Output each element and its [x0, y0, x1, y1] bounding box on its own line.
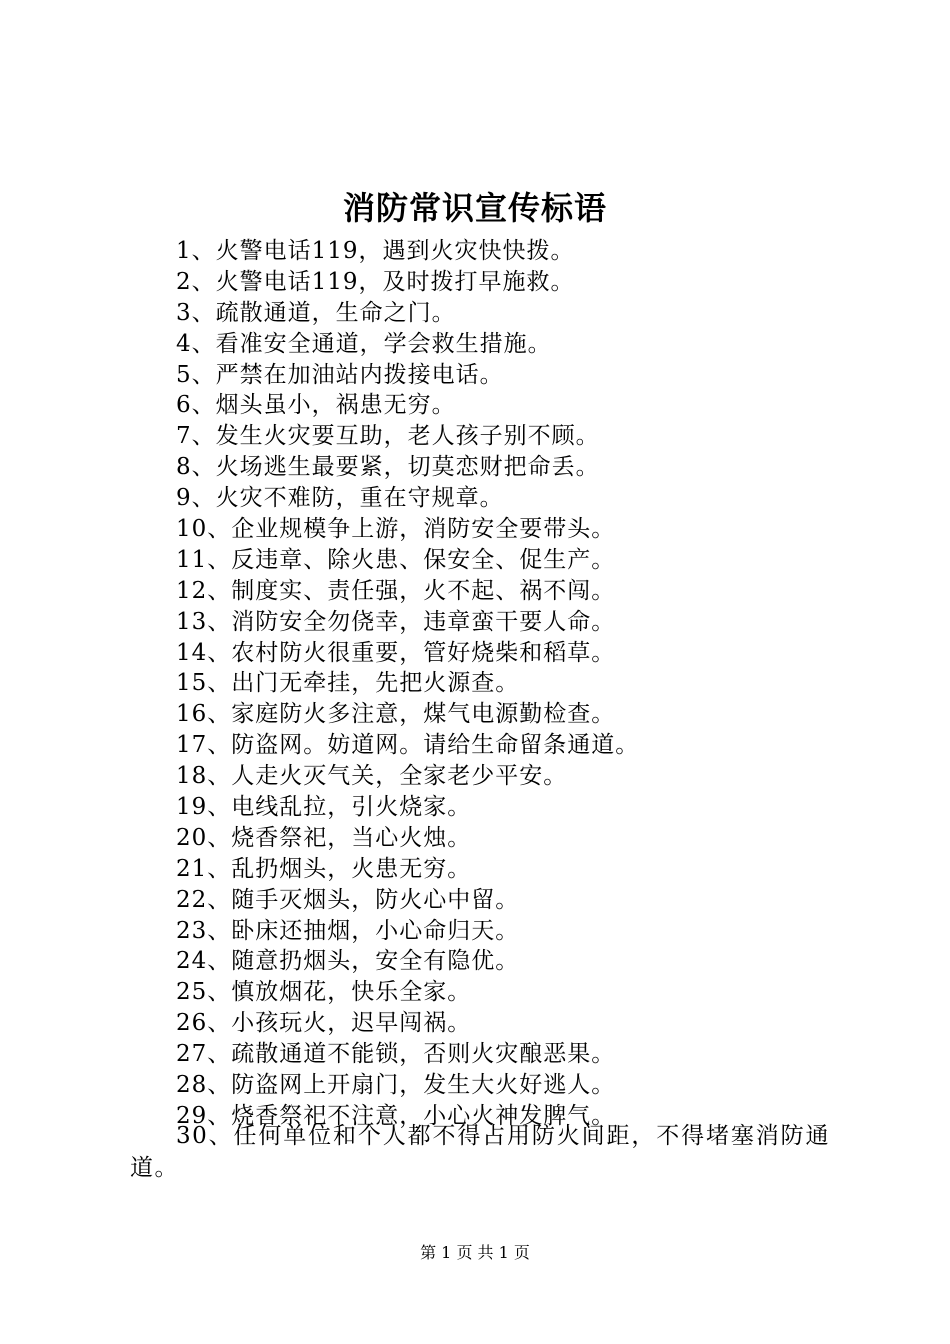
slogan-item-9: 9、火灾不难防，重在守规章。: [176, 485, 504, 512]
slogan-item-25: 25、慎放烟花，快乐全家。: [176, 979, 472, 1006]
slogan-item-23: 23、卧床还抽烟，小心命归天。: [176, 917, 520, 944]
page-title: 消防常识宣传标语: [342, 189, 607, 227]
page-footer: 第 1 页 共 1 页: [420, 1243, 530, 1262]
slogan-item-8: 8、火场逃生最要紧，切莫恋财把命丢。: [176, 454, 600, 481]
slogan-item-4: 4、看准安全通道，学会救生措施。: [176, 330, 552, 357]
slogan-item-26: 26、小孩玩火，迟早闯祸。: [176, 1010, 472, 1037]
slogan-item-19: 19、电线乱拉，引火烧家。: [176, 794, 472, 821]
slogan-item-27: 27、疏散通道不能锁，否则火灾酿恶果。: [176, 1041, 616, 1068]
slogan-item-30: 30、任何单位和个人都不得占用防火间距，不得堵塞消防通道。: [130, 1123, 830, 1181]
slogan-item-11: 11、反违章、除火患、保安全、促生产。: [176, 546, 616, 573]
slogan-item-21: 21、乱扔烟头，火患无穷。: [176, 855, 472, 882]
slogan-item-6: 6、烟头虽小，祸患无穷。: [176, 392, 456, 419]
slogan-list: [130, 236, 830, 1132]
slogan-item-3: 3、疏散通道，生命之门。: [176, 299, 456, 326]
slogan-item-2: 2、火警电话119，及时拨打早施救。: [176, 268, 575, 295]
slogan-item-13: 13、消防安全勿侥幸，违章蛮干要人命。: [176, 608, 616, 635]
slogan-item-5: 5、严禁在加油站内拨接电话。: [176, 361, 504, 388]
slogan-item-15: 15、出门无牵挂，先把火源查。: [176, 670, 520, 697]
slogan-item-22: 22、随手灭烟头，防火心中留。: [176, 886, 520, 913]
slogan-item-16: 16、家庭防火多注意，煤气电源勤检查。: [176, 701, 616, 728]
slogan-item-7: 7、发生火灾要互助，老人孩子别不顾。: [176, 423, 600, 450]
slogan-item-24: 24、随意扔烟头，安全有隐优。: [176, 948, 520, 975]
slogan-item-20: 20、烧香祭祀，当心火烛。: [176, 824, 472, 851]
slogan-item-18: 18、人走火灭气关，全家老少平安。: [176, 763, 568, 790]
slogan-item-12: 12、制度实、责任强，火不起、祸不闯。: [176, 577, 616, 604]
slogan-item-28: 28、防盗网上开扇门，发生大火好逃人。: [176, 1072, 616, 1099]
slogan-item-29: 29、烧香祭祀不注意，小心火神发脾气。: [176, 1102, 616, 1129]
slogan-item-1: 1、火警电话119，遇到火灾快快拨。: [176, 238, 575, 264]
slogan-item-14: 14、农村防火很重要，管好烧柴和稻草。: [176, 639, 616, 666]
slogan-item-17: 17、防盗网。妨道网。请给生命留条通道。: [176, 732, 640, 759]
slogan-item-10: 10、企业规模争上游，消防安全要带头。: [176, 516, 616, 543]
